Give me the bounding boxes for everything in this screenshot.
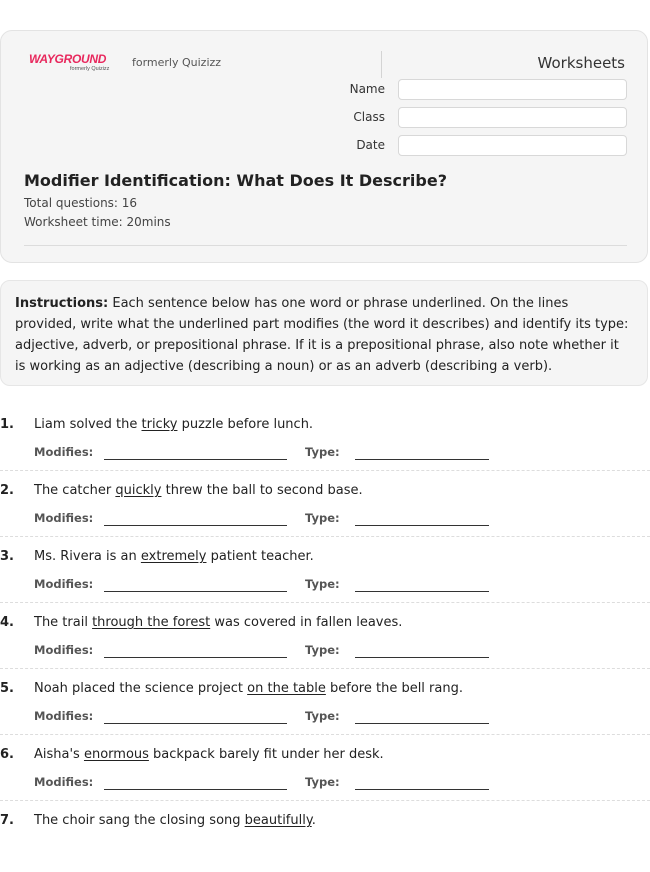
sentence-after: was covered in fallen leaves. bbox=[210, 615, 403, 630]
formerly-quizizz-text: formerly Quizizz bbox=[132, 56, 222, 69]
class-label: Class bbox=[353, 110, 385, 124]
sentence-before: Noah placed the science project bbox=[34, 681, 248, 696]
question-number: 5. bbox=[0, 681, 14, 696]
wayground-logo bbox=[29, 53, 109, 72]
question-separator bbox=[0, 602, 650, 603]
class-field[interactable] bbox=[398, 107, 627, 128]
modifies-answer-line[interactable] bbox=[104, 723, 287, 724]
modifies-answer-line[interactable] bbox=[104, 459, 287, 460]
question-number: 7. bbox=[0, 813, 14, 828]
sentence-before: The trail bbox=[34, 615, 93, 630]
underlined-modifier: through the forest bbox=[92, 615, 211, 630]
modifies-label: Modifies: bbox=[34, 445, 94, 459]
question-separator bbox=[0, 734, 650, 735]
question-number: 2. bbox=[0, 483, 14, 498]
header-divider bbox=[381, 51, 382, 78]
type-label: Type: bbox=[305, 511, 340, 525]
sentence-after: . bbox=[311, 813, 316, 828]
worksheet-title: Modifier Identification: What Does It Describe? bbox=[24, 171, 447, 190]
underlined-modifier: tricky bbox=[141, 417, 178, 432]
worksheet-time: Worksheet time: 20mins bbox=[24, 215, 171, 229]
question-sentence bbox=[34, 615, 402, 630]
worksheets-label: Worksheets bbox=[537, 54, 625, 72]
worksheet-header bbox=[0, 30, 648, 263]
question-number: 3. bbox=[0, 549, 14, 564]
question-item bbox=[0, 542, 650, 608]
header-rule bbox=[24, 245, 627, 246]
instructions-text: Each sentence below has one word or phrase underlined. On the lines provided, write what the underlined part modifies (the word it describes) and identify its type: adjective, adverb, or prepositional phrase. If it is a prepositional phrase, also note whether it is working as an adjective (describing a noun) or as an adverb (describing a verb). bbox=[15, 296, 629, 374]
question-number: 1. bbox=[0, 417, 14, 432]
modifies-label: Modifies: bbox=[34, 709, 94, 723]
sentence-after: threw the ball to second base. bbox=[161, 483, 363, 498]
modifies-label: Modifies: bbox=[34, 577, 94, 591]
instructions-box bbox=[0, 280, 648, 386]
question-sentence bbox=[34, 681, 463, 696]
sentence-before: Ms. Rivera is an bbox=[34, 549, 141, 564]
type-answer-line[interactable] bbox=[355, 459, 489, 460]
underlined-modifier: enormous bbox=[83, 747, 149, 762]
type-label: Type: bbox=[305, 643, 340, 657]
question-sentence bbox=[34, 813, 316, 828]
question-separator bbox=[0, 470, 650, 471]
question-separator bbox=[0, 668, 650, 669]
question-number: 4. bbox=[0, 615, 14, 630]
sentence-after: backpack barely fit under her desk. bbox=[148, 747, 384, 762]
type-label: Type: bbox=[305, 709, 340, 723]
type-label: Type: bbox=[305, 577, 340, 591]
question-sentence bbox=[34, 483, 363, 498]
underlined-modifier: extremely bbox=[140, 549, 207, 564]
modifies-answer-line[interactable] bbox=[104, 525, 287, 526]
type-label: Type: bbox=[305, 775, 340, 789]
question-number: 6. bbox=[0, 747, 14, 762]
modifies-answer-line[interactable] bbox=[104, 591, 287, 592]
sentence-before: Aisha's bbox=[34, 747, 84, 762]
underlined-modifier: on the table bbox=[247, 681, 326, 696]
sentence-before: Liam solved the bbox=[34, 417, 142, 432]
type-answer-line[interactable] bbox=[355, 789, 489, 790]
logo-wordmark: WAYGROUND bbox=[29, 52, 107, 66]
sentence-before: The catcher bbox=[34, 483, 116, 498]
question-sentence bbox=[34, 417, 313, 432]
modifies-answer-line[interactable] bbox=[104, 657, 287, 658]
underlined-modifier: beautifully bbox=[244, 813, 312, 828]
question-separator bbox=[0, 800, 650, 801]
modifies-label: Modifies: bbox=[34, 511, 94, 525]
question-item bbox=[0, 476, 650, 542]
total-questions: Total questions: 16 bbox=[24, 196, 138, 210]
name-field[interactable] bbox=[398, 79, 627, 100]
name-label: Name bbox=[349, 82, 385, 96]
type-answer-line[interactable] bbox=[355, 723, 489, 724]
type-label: Type: bbox=[305, 445, 340, 459]
question-separator bbox=[0, 536, 650, 537]
type-answer-line[interactable] bbox=[355, 657, 489, 658]
question-item bbox=[0, 740, 650, 806]
sentence-after: puzzle before lunch. bbox=[177, 417, 314, 432]
sentence-after: patient teacher. bbox=[206, 549, 314, 564]
question-sentence bbox=[34, 549, 314, 564]
question-item bbox=[0, 608, 650, 674]
question-item bbox=[0, 674, 650, 740]
underlined-modifier: quickly bbox=[115, 483, 162, 498]
logo-subtext: formerly Quizizz bbox=[70, 66, 110, 72]
sentence-before: The choir sang the closing song bbox=[34, 813, 245, 828]
modifies-label: Modifies: bbox=[34, 643, 94, 657]
date-label: Date bbox=[356, 138, 385, 152]
question-item bbox=[0, 410, 650, 476]
modifies-answer-line[interactable] bbox=[104, 789, 287, 790]
sentence-after: before the bell rang. bbox=[325, 681, 463, 696]
question-item bbox=[0, 806, 650, 872]
instructions-label: Instructions: bbox=[15, 296, 109, 311]
type-answer-line[interactable] bbox=[355, 525, 489, 526]
question-sentence bbox=[34, 747, 384, 762]
modifies-label: Modifies: bbox=[34, 775, 94, 789]
type-answer-line[interactable] bbox=[355, 591, 489, 592]
date-field[interactable] bbox=[398, 135, 627, 156]
